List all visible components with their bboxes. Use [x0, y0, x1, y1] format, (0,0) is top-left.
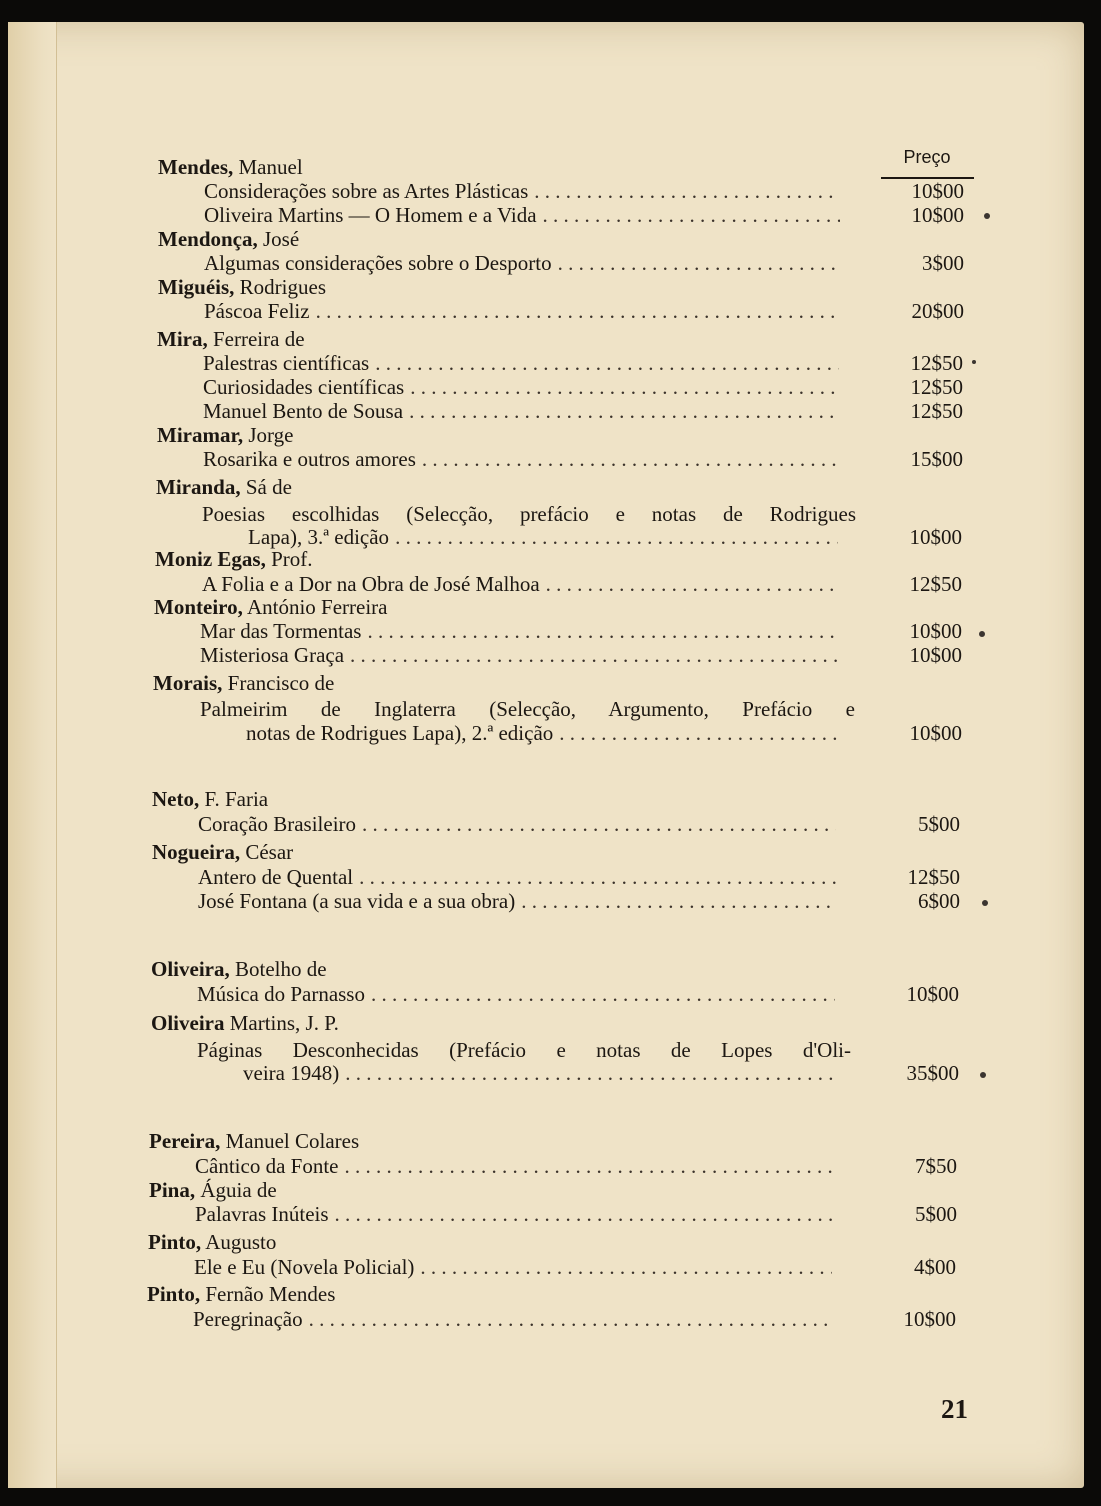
book-price: 12$50 [910, 375, 963, 399]
book-entry [200, 640, 962, 670]
author-given-name: Sá de [245, 475, 292, 499]
dot-leader [362, 809, 836, 839]
book-entry [203, 396, 963, 426]
author-given-name: César [245, 840, 294, 864]
author-given-name: Rodrigues [239, 275, 326, 299]
book-title: José Fontana (a sua vida e a sua obra) [198, 889, 516, 913]
author-given-name: Jorge [248, 423, 294, 447]
book-title: Misteriosa Graça [200, 643, 345, 667]
book-title: A Folia e a Dor na Obra de José Malhoa [202, 572, 540, 596]
author-given-name: Fernão Mendes [205, 1282, 336, 1306]
book-entry [193, 1304, 956, 1334]
dot-leader [422, 444, 839, 474]
dot-leader [345, 1058, 835, 1088]
margin-dot-mark [980, 1072, 986, 1078]
dot-leader [546, 569, 838, 599]
author-given-name: Botelho de [234, 957, 327, 981]
book-price: 12$50 [909, 572, 962, 596]
author-given-name: José [263, 227, 300, 251]
author-given-name: Manuel Colares [225, 1129, 360, 1153]
book-price: 6$00 [918, 889, 960, 913]
dot-leader [344, 1151, 833, 1181]
book-price: 10$00 [909, 721, 962, 745]
book-price: 12$50 [910, 351, 963, 375]
author-surname: Miranda, [156, 475, 241, 499]
dot-leader [420, 1252, 832, 1282]
book-price: 4$00 [914, 1255, 956, 1279]
book-price: 7$50 [915, 1154, 957, 1178]
book-entry [248, 522, 962, 552]
book-title: Antero de Quental [198, 865, 354, 889]
author-surname: Neto, [152, 787, 200, 811]
book-price: 10$00 [909, 619, 962, 643]
book-price: 10$00 [909, 525, 962, 549]
author-heading [156, 472, 292, 502]
author-surname: Mendonça, [158, 227, 258, 251]
author-given-name: Martins, J. P. [229, 1011, 339, 1035]
margin-dot-mark [982, 900, 988, 906]
book-title: Cântico da Fonte [195, 1154, 339, 1178]
book-entry [195, 1151, 957, 1181]
book-price: 10$00 [909, 643, 962, 667]
page-spine-edge [8, 22, 57, 1488]
book-price: 15$00 [910, 447, 963, 471]
book-price: 3$00 [922, 251, 964, 275]
book-price: 5$00 [918, 812, 960, 836]
book-entry [198, 886, 960, 916]
author-given-name: António Ferreira [246, 595, 388, 619]
dot-leader [558, 248, 840, 278]
book-entry [204, 200, 964, 230]
book-entry [195, 1199, 957, 1229]
book-price: 5$00 [915, 1202, 957, 1226]
author-surname: Pina, [149, 1178, 196, 1202]
price-column-header: Preço [903, 147, 951, 167]
book-title: Manuel Bento de Sousa [203, 399, 404, 423]
author-surname: Miramar, [157, 423, 244, 447]
book-title: Palavras Inúteis [195, 1202, 329, 1226]
book-price: 12$50 [907, 865, 960, 889]
book-title: Mar das Tormentas [200, 619, 362, 643]
page-number: 21 [941, 1394, 968, 1424]
book-title-line: Poesias escolhidas (Selecção, prefácio e notas de Rodrigues [202, 502, 856, 526]
author-given-name: Augusto [205, 1230, 277, 1254]
margin-dot-mark [979, 631, 985, 637]
author-surname: Oliveira, [151, 957, 230, 981]
author-given-name: Ferreira de [212, 327, 305, 351]
book-title: notas de Rodrigues Lapa), 2.ª edição [246, 721, 554, 745]
book-price: 20$00 [911, 299, 964, 323]
book-price: 12$50 [910, 399, 963, 423]
book-price: 10$00 [906, 982, 959, 1006]
margin-dot-mark [972, 360, 976, 364]
dot-leader [395, 522, 838, 552]
book-title: Ele e Eu (Novela Policial) [194, 1255, 415, 1279]
book-title: Coração Brasileiro [198, 812, 357, 836]
book-title: Música do Parnasso [197, 982, 365, 1006]
author-given-name: Manuel [238, 155, 303, 179]
book-price: 10$00 [911, 203, 964, 227]
book-entry [246, 718, 962, 748]
dot-leader [350, 640, 838, 670]
author-given-name: Prof. [271, 547, 313, 571]
author-surname: Monteiro, [154, 595, 243, 619]
author-heading [151, 1008, 339, 1038]
book-title: Oliveira Martins — O Homem e a Vida [204, 203, 537, 227]
book-price: 10$00 [911, 179, 964, 203]
catalog-page [8, 22, 1084, 1488]
dot-leader [316, 296, 840, 326]
dot-leader [543, 200, 840, 230]
book-entry [204, 296, 964, 326]
book-entry [194, 1252, 956, 1282]
book-price: 35$00 [906, 1061, 959, 1085]
author-surname: Moniz Egas, [155, 547, 266, 571]
dot-leader [371, 979, 835, 1009]
dot-leader [521, 886, 836, 916]
dot-leader [335, 1199, 833, 1229]
book-title-line: Páginas Desconhecidas (Prefácio e notas de Lopes d'Oli- [197, 1038, 851, 1062]
author-given-name: Águia de [200, 1178, 277, 1202]
book-title-line: Palmeirim de Inglaterra (Selecção, Argumento, Prefácio e [200, 697, 855, 721]
book-title: Algumas considerações sobre o Desporto [204, 251, 552, 275]
book-title: Rosarika e outros amores [203, 447, 416, 471]
book-title: Considerações sobre as Artes Plásticas [204, 179, 529, 203]
book-entry [198, 809, 960, 839]
dot-leader [309, 1304, 832, 1334]
book-entry [243, 1058, 959, 1088]
book-title: Lapa), 3.ª edição [248, 525, 390, 549]
book-title: Peregrinação [193, 1307, 303, 1331]
book-entry [197, 979, 959, 1009]
book-entry [203, 444, 963, 474]
book-title: Páscoa Feliz [204, 299, 310, 323]
book-title: Curiosidades científicas [203, 375, 405, 399]
author-surname: Pinto, [148, 1230, 202, 1254]
author-surname: Oliveira [151, 1011, 225, 1035]
book-title: veira 1948) [243, 1061, 340, 1085]
book-price: 10$00 [903, 1307, 956, 1331]
author-surname: Miguéis, [158, 275, 235, 299]
author-surname: Morais, [153, 671, 223, 695]
dot-leader [559, 718, 838, 748]
author-given-name: Francisco de [227, 671, 335, 695]
dot-leader [409, 396, 839, 426]
margin-dot-mark [984, 213, 990, 219]
author-surname: Mendes, [158, 155, 234, 179]
book-title: Palestras científicas [203, 351, 370, 375]
author-surname: Mira, [157, 327, 208, 351]
author-surname: Nogueira, [152, 840, 241, 864]
author-given-name: F. Faria [204, 787, 269, 811]
author-surname: Pereira, [149, 1129, 221, 1153]
author-surname: Pinto, [147, 1282, 201, 1306]
